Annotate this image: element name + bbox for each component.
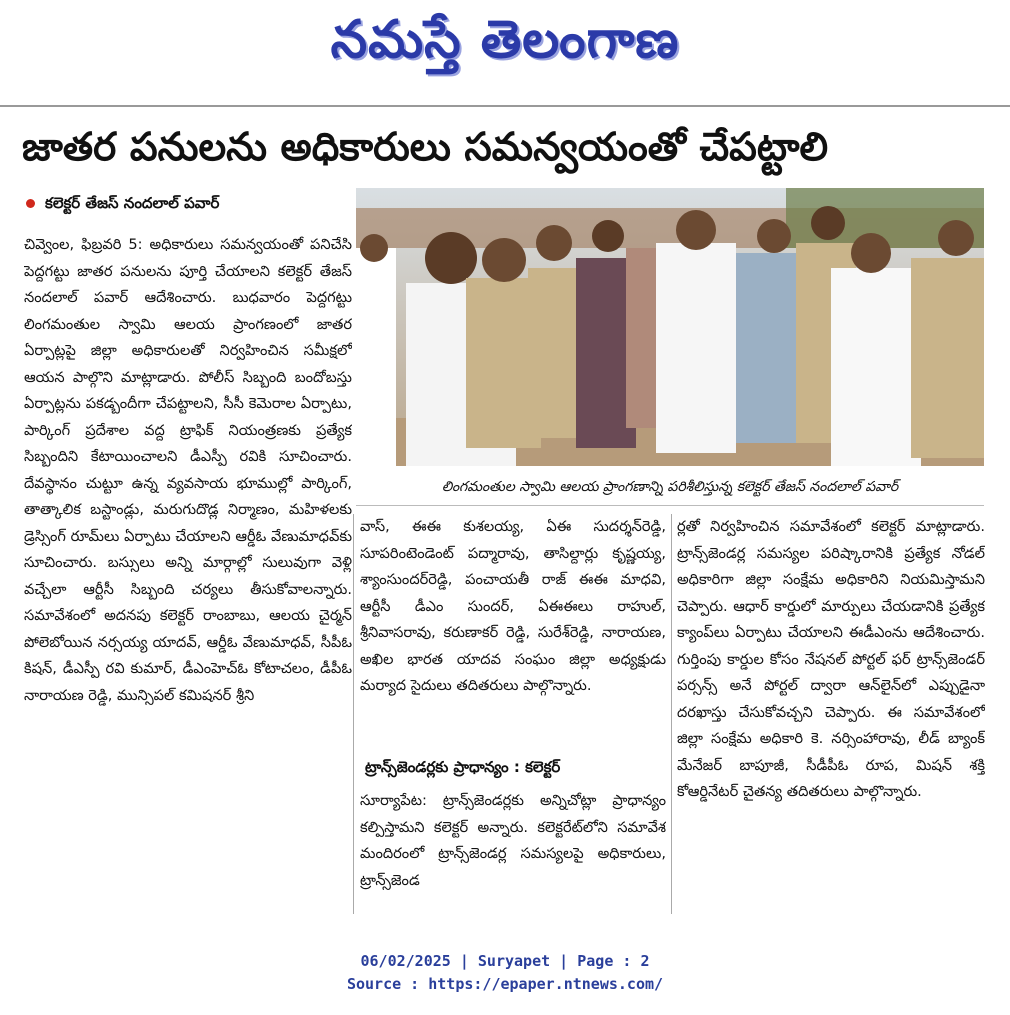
footer-date-page: 06/02/2025 | Suryapet | Page : 2 bbox=[360, 952, 650, 970]
masthead-title: నమస్తే తెలంగాణ bbox=[330, 10, 680, 70]
article-column-3: ర్లతో నిర్వహించిన సమావేశంలో కలెక్టర్ మాట్లాడారు. ట్రాన్స్‌జెండర్ల సమస్యల పరిష్కారానికి ప్రత్యేక నోడల్ అధికారిగా జిల్లా సంక్షేమ అధికారిని నియమిస్తామని చెప్పారు. ఆధార్ కార్డులో మార్పులు చేయడానికి ప్రత్యేక క్యాంప్‌లు ఏర్పాటు చేయాలని ఈడీఎంను ఆదేశించారు. గుర్తింపు కార్డుల కోసం నేషనల్ పోర్టల్ ఫర్ ట్రాన్స్‌జెండర్ పర్సన్స్ అనే పోర్టల్ ద్వారా ఆన్‌లైన్‌లో ఎప్పుడైనా దరఖాస్తు చేసుకోవచ్చని చెప్పారు. ఈ సమావేశంలో జిల్లా సంక్షేమ అధికారి కె. నర్సింహారావు, లీడ్ బ్యాంక్ మేనేజర్ బాపూజీ, సీడీపీఓ రూప, మిషన్ శక్తి కోఆర్డినేటర్ చైతన్య తదితరులు పాల్గొన్నారు. bbox=[677, 518, 985, 800]
masthead-divider bbox=[0, 105, 1010, 107]
article-column-2: వాస్, ఈఈ కుశలయ్య, ఏఈ సుదర్శన్‌రెడ్డి, సూపరింటెండెంట్ పద్మారావు, తాసిల్దార్లు కృష్ణయ్య, శ్యాంసుందర్‌రెడ్డి, పంచాయతీ రాజ్ ఈఈ మాధవి, ఆర్టీసీ డీఎం సుందర్, ఏఈఈలు రాహుల్, శ్రీనివాసరావు, కరుణాకర్ రెడ్డి, సురేశ్‌రెడ్డి, నారాయణ, అఖిల భారత యాదవ సంఘం జిల్లా అధ్యక్షుడు మర్యాద సైదులు తదితరులు పాల్గొన్నారు. bbox=[360, 518, 666, 694]
subheading: ట్రాన్స్‌జెండర్లకు ప్రాధాన్యం : కలెక్టర్ bbox=[365, 758, 561, 776]
article-column-1: చివ్వెంల, ఫిబ్రవరి 5: అధికారులు సమన్వయంతో పనిచేసి పెద్దగట్టు జాతర పనులను పూర్తి చేయాలని కలెక్టర్ తేజస్ నందలాల్ పవార్ ఆదేశించారు. బుధవారం పెద్దగట్టు లింగమంతుల స్వామి ఆలయ ప్రాంగణంలో జాతర ఏర్పాట్లపై జిల్లా అధికారులతో నిర్వహించిన సమీక్షలో ఆయన పాల్గొని మాట్లాడారు. పోలీస్ సిబ్బంది బందోబస్తు ఏర్పాట్లను పకడ్బందీగా చేపట్టాలని, సీసీ కెమెరాల ఏర్పాటు, పార్కింగ్ ప్రదేశాల వద్ద ట్రాఫిక్ నియంత్రణకు ప్రత్యేక సిబ్బందిని కేటాయించాలని డీఎస్పీ రవికి సూచించారు. దేవస్థానం చుట్టూ ఉన్న వ్యవసాయ భూముల్లో పార్కింగ్, తాత్కాలిక బస్టాండ్లు, మరుగుదొడ్ల నిర్మాణం, మహిళలకు డ్రెస్సింగ్ రూమ్‌లు ఏర్పాటు చేయాలని ఆర్డీఓ వేణుమాధవ్‌కు సూచించారు. బస్సులు అన్ని మార్గాల్లో సులువుగా వెళ్లి వచ్చేలా ఆర్టీసీ సిబ్బంది చర్యలు తీసుకోవాలన్నారు. సమావేశంలో అదనపు కలెక్టర్ రాంబాబు, ఆలయ చైర్మన్ పోలెబోయిన నర్సయ్య యాదవ్, ఆర్డీఓ వేణుమాధవ్, సీపీఓ కిషన్, డీఎస్పీ రవి కుమార్, డీఎంహెచ్ఓ కోటాచలం, డీపీఓ నారాయణ రెడ్డి, మున్సిపల్ కమిషనర్ శ్రీని bbox=[24, 236, 352, 704]
byline-text: కలెక్టర్ తేజస్ నందలాల్ పవార్ bbox=[45, 194, 220, 212]
caption-divider bbox=[356, 505, 984, 506]
photo-caption: లింగమంతుల స్వామి ఆలయ ప్రాంగణాన్ని పరిశీలిస్తున్న కలెక్టర్ తేజస్ నందలాల్ పవార్ bbox=[441, 479, 899, 495]
bullet-icon bbox=[26, 199, 35, 208]
footer-source: Source : https://epaper.ntnews.com/ bbox=[346, 975, 664, 993]
column-divider bbox=[671, 514, 672, 914]
headline: జాతర పనులను అధికారులు సమన్వయంతో చేపట్టాలి bbox=[22, 125, 829, 170]
masthead bbox=[0, 4, 1010, 76]
byline bbox=[26, 194, 346, 220]
news-photo bbox=[356, 188, 984, 466]
article-column-2b: సూర్యాపేట: ట్రాన్స్‌జెండర్లకు అన్నిచోట్లా ప్రాధాన్యం కల్పిస్తామని కలెక్టర్ అన్నారు. కలెక్టరేట్‌లోని సమావేశ మందిరంలో ట్రాన్స్‌జెండర్ల సమస్యలపై అధికారులు, ట్రాన్స్‌జెండ bbox=[360, 792, 666, 889]
column-divider bbox=[353, 514, 354, 914]
